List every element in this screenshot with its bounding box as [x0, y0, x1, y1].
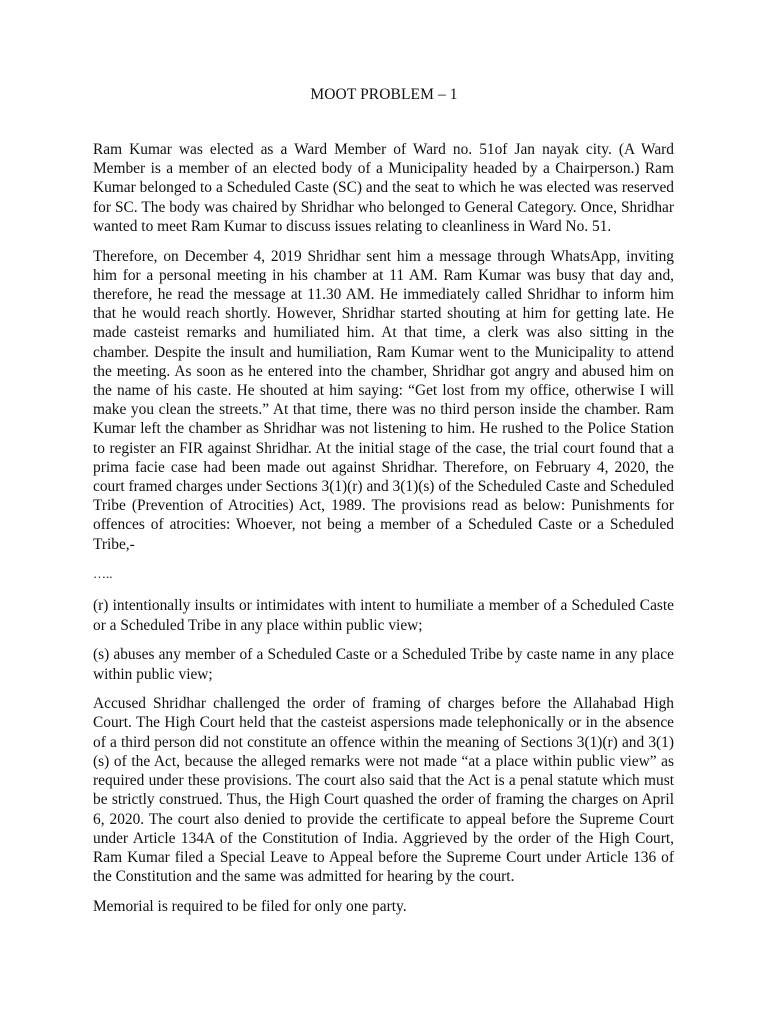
paragraph-clause-r: (r) intentionally insults or intimidates with intent to humiliate a member of a Scheduled Caste or a Scheduled Tribe in any place within public view; [93, 597, 674, 634]
paragraph-incident: Therefore, on December 4, 2019 Shridhar sent him a message through WhatsApp, inviting him for a personal meeting in his chamber at 11 AM. Ram Kumar was busy that day and, therefore, he read the message at 11.30 AM. He immediately called Shridhar to inform him that he would reach shortly. However, Shridhar started shouting at him for getting late. He made casteist remarks and humiliated him. At that time, a clerk was also sitting in the chamber. Despite the insult and humiliation, Ram Kumar went to the Municipality to attend the meeting. As soon as he entered into the chamber, Shridhar got angry and abused him on the name of his caste. He shouted at him saying: “Get lost from my office, otherwise I will make you clean the streets.” At that time, there was no third person inside the chamber. Ram Kumar left the chamber as Shridhar was not listening to him. He rushed to the Police Station to register an FIR against Shridhar. At the initial stage of the case, the trial court found that a prima facie case had been made out against Shridhar. Therefore, on February 4, 2020, the court framed charges under Sections 3(1)(r) and 3(1)(s) of the Scheduled Caste and Scheduled Tribe (Prevention of Atrocities) Act, 1989. The provisions read as below: Punishments for offences of atrocities: Whoever, not being a member of a Scheduled Caste or a Scheduled Tribe,- [93, 247, 674, 553]
paragraph-clause-s: (s) abuses any member of a Scheduled Caste or a Scheduled Tribe by caste name in any place within public view; [93, 646, 674, 683]
paragraph-background: Ram Kumar was elected as a Ward Member of Ward no. 51of Jan nayak city. (A Ward Member is a member of an elected body of a Municipality headed by a Chairperson.) Ram Kumar belonged to a Scheduled Caste (SC) and the seat to which he was elected was reserved for SC. The body was chaired by Shridhar who belonged to General Category. Once, Shridhar wanted to meet Ram Kumar to discuss issues relating to cleanliness in Ward No. 51. [93, 141, 674, 235]
document-title: MOOT PROBLEM – 1 [310, 86, 458, 103]
paragraph-high-court: Accused Shridhar challenged the order of framing of charges before the Allahabad High Court. The High Court held that the casteist aspersions made telephonically or in the absence of a third person did not constitute an offence within the meaning of Sections 3(1)(r) and 3(1)(s) of the Act, because the alleged remarks were not made “at a place within public view” as required under these provisions. The court also said that the Act is a penal statute which must be strictly construed. Thus, the High Court quashed the order of framing the charges on April 6, 2020. The court also denied to provide the certificate to appeal before the Supreme Court under Article 134A of the Constitution of India. Aggrieved by the order of the High Court, Ram Kumar filed a Special Leave to Appeal before the Supreme Court under Article 136 of the Constitution and the same was admitted for hearing by the court. [93, 695, 674, 886]
document-body [93, 140, 674, 927]
paragraph-ellipsis: ….. [93, 566, 113, 582]
paragraph-memorial-note: Memorial is required to be filed for only one party. [93, 897, 407, 915]
